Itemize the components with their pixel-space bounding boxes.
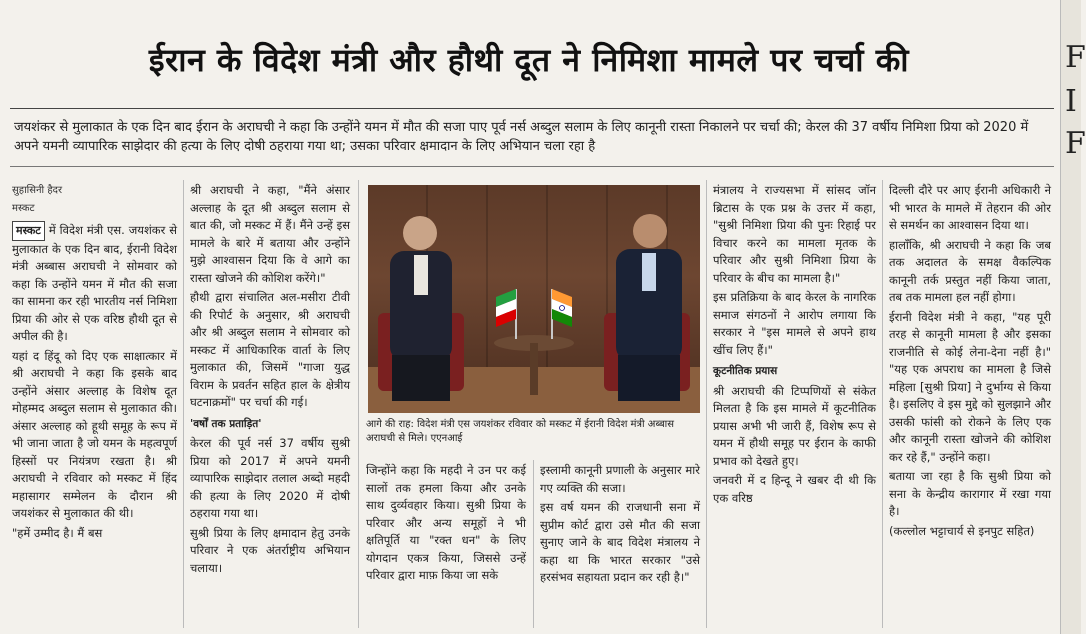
column-rule bbox=[533, 460, 534, 628]
paragraph: मंत्रालय ने राज्यसभा में सांसद जॉन ब्रिटास के एक प्रश्न के उत्तर में कहा, "सुश्री निमिशा प्रिया की पुनः रिहाई पर विचार करने का मामला मृतक के परिवार और सुश्री निमिशा प्रिया के परिवार के बीच का मामला है।" bbox=[713, 183, 876, 285]
paragraph: इस प्रतिक्रिया के बाद केरल के नागरिक समाज संगठनों ने आरोप लगाया कि सरकार ने "इस मामले से अपने हाथ खींच लिए हैं।" bbox=[713, 290, 876, 357]
subheading: 'वर्षों तक प्रताड़ित' bbox=[190, 417, 262, 430]
column-rule bbox=[358, 180, 359, 628]
paragraph: इस्लामी कानूनी प्रणाली के अनुसार मारे गए व्यक्ति की सजा। bbox=[540, 463, 700, 495]
column-5 bbox=[713, 182, 876, 622]
column-rule bbox=[706, 180, 707, 628]
paragraph: हौथी द्वारा संचालित अल-मसीरा टीवी की रिपोर्ट के अनुसार, श्री अराघची और श्री अब्दुल सलाम ने सोमवार को मस्कट में आधिकारिक वार्ता के लिए मुलाकात की, जिसमें "गाजा युद्ध विराम के प्रवर्तन सहित हाल के क्षेत्रीय घटनाक्रमों" पर चर्चा की गई। bbox=[190, 290, 350, 409]
byline bbox=[12, 182, 177, 217]
photo-illustration bbox=[368, 185, 700, 413]
dateline: मस्कट bbox=[12, 221, 45, 241]
deck-summary: जयशंकर से मुलाकात के एक दिन बाद ईरान के अराघची ने कहा कि उन्होंने यमन में मौत की सजा पाए पूर्व नर्स अब्दुल सलाम के लिए कानूनी रास्ता निकालने पर चर्चा की; केरल की 37 वर्षीय निमिशा प्रिया को 2020 में अपने यमनी व्यापारिक साझेदार की हत्या के लिए दोषी ठहराया गया था; उसका परिवार क्षमादान के लिए अभियान चला रहा है bbox=[14, 120, 1029, 154]
adjacent-page-edge bbox=[1060, 0, 1086, 634]
column-4 bbox=[540, 462, 700, 622]
paragraph: इस वर्ष यमन की राजधानी सना में सुप्रीम कोर्ट द्वारा उसे मौत की सजा सुनाए जाने के बाद विदेश मंत्रालय ने कहा था कि भारत सरकार "उसे हरसंभव सहायता प्रदान कर रही है।" bbox=[540, 500, 700, 584]
paragraph: श्री अराघची की टिप्पणियों से संकेत मिलता है कि इस मामले में कूटनीतिक प्रयास अभी भी जारी हैं, विशेष रूप से यमन में हौथी समूह पर ईरान के काफी प्रभाव को देखते हुए। bbox=[713, 383, 876, 468]
paragraph: ईरानी विदेश मंत्री ने कहा, "यह पूरी तरह से कानूनी मामला है और इसका राजनीति से कोई लेना-देना नहीं है।" "यह एक अपराध का मामला है जिसे महिला [सुश्री प्रिया] ने दुर्भाग्य से किया है। इसलिए वे इस मुद्दे को सुलझाने और उसकी फांसी को रोकने के लिए एक और कानूनी रास्ता खोजने की कोशिश कर रहे हैं," उन्होंने कहा। bbox=[889, 309, 1051, 464]
credit-line: (कल्लोल भट्टाचार्य से इनपुट सहित) bbox=[889, 523, 1035, 538]
edge-letter: F bbox=[1065, 126, 1086, 161]
column-1 bbox=[12, 182, 177, 622]
edge-letter: I bbox=[1065, 84, 1077, 119]
divider bbox=[10, 166, 1054, 167]
paragraph: दिल्ली दौरे पर आए ईरानी अधिकारी ने भी भारत के मामले में तेहरान की ओर से समर्थन का आश्वासन दिया था। bbox=[889, 183, 1051, 232]
headline: ईरान के विदेश मंत्री और हौथी दूत ने निमिशा मामले पर चर्चा की bbox=[148, 41, 910, 79]
paragraph: "हमें उम्मीद है। मैं बस bbox=[12, 525, 103, 540]
author-name: सुहासिनी हैदर bbox=[12, 185, 63, 196]
column-rule bbox=[882, 180, 883, 628]
column-6 bbox=[889, 182, 1051, 622]
edge-letter: F bbox=[1065, 40, 1086, 75]
iran-flag-icon bbox=[496, 289, 516, 327]
india-flag-icon bbox=[552, 289, 572, 327]
news-photo bbox=[368, 185, 700, 413]
divider bbox=[10, 108, 1054, 109]
paragraph: जिन्होंने कहा कि महदी ने उन पर कई सालों तक हमला किया और उनके साथ दुर्व्यवहार किया। सुश्री प्रिया के परिवार और अन्य समूहों ने भी क्षतिपूर्ति या "रक्त धन" के लिए योगदान एकत्र किया, जिससे उन्हें परिवार द्वारा माफ़ किया जा सके bbox=[366, 463, 526, 582]
paragraph: हालाँकि, श्री अराघची ने कहा कि जब तक अदालत के समक्ष वैकल्पिक कानूनी तर्क प्रस्तुत नहीं किया जाता, तब तक मामला हल नहीं होगा। bbox=[889, 237, 1051, 304]
person-left-head bbox=[403, 216, 437, 250]
paragraph: जनवरी में द हिन्दू ने खबर दी थी कि एक वरिष्ठ bbox=[713, 473, 876, 505]
paragraph: केरल की पूर्व नर्स 37 वर्षीय सुश्री प्रिया को 2017 में अपने यमनी व्यापारिक साझेदार तलाल अब्दो महदी की हत्या के लिए 2020 में दोषी ठहराया गया था। bbox=[190, 436, 350, 520]
paragraph: श्री अराघची ने कहा, "मैंने अंसार अल्लाह के दूत श्री अब्दुल सलाम से बात की, जो मस्कट में हैं। मैंने उन्हें इस मामले के बारे में बताया और उन्होंने मुझे आश्वासन दिया कि वे आगे का रास्ता खोजने की कोशिश करेंगे।" bbox=[190, 183, 350, 285]
person-right-head bbox=[633, 214, 667, 248]
byline-city: मस्कट bbox=[12, 202, 35, 214]
subheading: कूटनीतिक प्रयास bbox=[713, 365, 778, 377]
column-rule bbox=[183, 180, 184, 628]
paragraph: सुश्री प्रिया के लिए क्षमादान हेतु उनके परिवार ने एक अंतर्राष्ट्रीय अभियान चलाया। bbox=[190, 525, 350, 575]
column-3 bbox=[366, 462, 526, 622]
column-2 bbox=[190, 182, 350, 622]
lead-paragraph: मस्कट में विदेश मंत्री एस. जयशंकर से मुलाकात के एक दिन बाद, ईरानी विदेश मंत्री अब्बास अराघची ने सोमवार को कहा कि उन्होंने यमन में मौत की सजा का सामना कर रही भारतीय नर्स निमिशा प्रिया की ओर से एक वरिष्ठ हौथी दूत से अपील की है। bbox=[12, 223, 177, 343]
paragraph: यहां द हिंदू को दिए एक साक्षात्कार में श्री अराघची ने कहा कि इसके बाद उन्होंने अंसार अल्लाह के विशेष दूत मोहम्मद अब्दुल सलाम से मुलाकात की। अंसार अल्लाह को हूथी समूह के रूप में भी जाना जाता है जो यमन के महत्वपूर्ण हिस्सों पर नियंत्रण रखता है। श्री अराघची ने रविवार को मस्कट में हिंद महासागर सम्मेलन के दौरान श्री जयशंकर से मुलाकात की थी। bbox=[12, 348, 177, 520]
photo-caption: आगे की राह: विदेश मंत्री एस जयशंकर रविवार को मस्कट में ईरानी विदेश मंत्री अब्बास अराघची से मिले। एएनआई bbox=[366, 419, 675, 444]
paragraph: बताया जा रहा है कि सुश्री प्रिया को सना के केन्द्रीय कारागार में रखा गया है। bbox=[889, 469, 1051, 518]
